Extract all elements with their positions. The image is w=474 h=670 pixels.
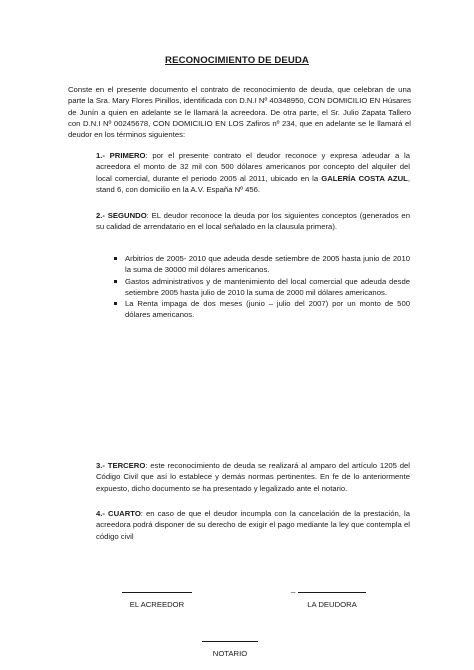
bullet-icon bbox=[114, 257, 117, 260]
notary-label: NOTARIO bbox=[212, 649, 248, 658]
clause-cuarto-heading: 4.- CUARTO bbox=[96, 509, 141, 518]
clause-tercero-text: : este reconocimiento de deuda se realizará al amparo del artículo 1205 del Código Civil que así lo establece y demás normas pertinentes. En fe de lo anteriormente expuesto, dicho documento se ha presentado y legalizado ante el notario. bbox=[96, 461, 410, 493]
list-item-text: Gastos administrativos y de mantenimiento del local comercial que adeuda desde setiembre 2005 hasta julio de 2010 la suma de 2000 mil dólares americanos. bbox=[125, 276, 410, 297]
clause-primero-text-a: : por el presente contrato el deudor reconoce y expresa adeudar a la acreedora el monto de 32 mil con 500 dólares americanos por concepto del alquiler del local comercial, durante el periodo 2005 al 2011, ubicado en la bbox=[96, 151, 410, 183]
clause-primero-heading: 1.- PRIMERO bbox=[96, 151, 146, 160]
creditor-signature-line bbox=[122, 592, 192, 593]
clause-tercero bbox=[96, 460, 410, 494]
list-item bbox=[114, 298, 410, 321]
debtor-signature-dash: _ bbox=[291, 584, 296, 593]
bullet-icon bbox=[114, 280, 117, 283]
clause-cuarto-text: : en caso de que el deudor incumpla con la cancelación de la prestación, la acreedora podrá disponer de su derecho de exigir el pago mediante la ley que contempla el código civil bbox=[96, 509, 410, 541]
notary-signature-line bbox=[202, 641, 258, 642]
list-item bbox=[114, 276, 410, 299]
clause-primero-highlight: GALERÍA COSTA AZUL bbox=[321, 173, 408, 183]
bullet-icon bbox=[114, 302, 117, 305]
debt-items-list bbox=[114, 253, 410, 321]
clause-segundo bbox=[96, 210, 410, 233]
clause-tercero-heading: 3.- TERCERO bbox=[96, 461, 146, 470]
debtor-label: LA DEUDORA bbox=[307, 600, 357, 609]
list-item-text: La Renta impaga de dos meses (junio – julio del 2007) por un monto de 500 dólares americanos. bbox=[125, 299, 410, 320]
clause-segundo-text: : EL deudor reconoce la deuda por los siguientes conceptos (generados en su calidad de arrendatario en el local señalado en la clausula primera). bbox=[96, 211, 410, 232]
intro-paragraph: Conste en el presente documento el contrato de reconocimiento de deuda, que celebran de una parte la Sra. Mary Flores Pinillos, identificada con D.N.I Nº 40348950, CON DOMICILIO EN Húsares de Junín a quien en adelante se le llamará la acreedora. De otra parte, el Sr. Julio Zapata Tallero con D.N.I Nº 00245678, CON DOMICILIO EN LOS Zafiros nº 234, que en adelante se le llamará el deudor en los términos siguientes: bbox=[68, 85, 411, 140]
list-item-text: Arbitrios de 2005- 2010 que adeuda desde setiembre de 2005 hasta junio de 2010 la suma de 30000 mil dólares americanos. bbox=[125, 254, 410, 275]
clause-segundo-heading: 2.- SEGUNDO bbox=[96, 211, 147, 220]
clause-primero bbox=[96, 150, 410, 195]
list-item bbox=[114, 253, 410, 276]
clause-primero-text-b: , stand 6, con domicilio en la A.V. España Nº 456. bbox=[96, 173, 411, 194]
debtor-signature-line bbox=[298, 592, 366, 593]
creditor-label: EL ACREEDOR bbox=[129, 600, 185, 609]
clause-cuarto bbox=[96, 508, 410, 542]
document-title: RECONOCIMIENTO DE DEUDA bbox=[165, 55, 309, 66]
